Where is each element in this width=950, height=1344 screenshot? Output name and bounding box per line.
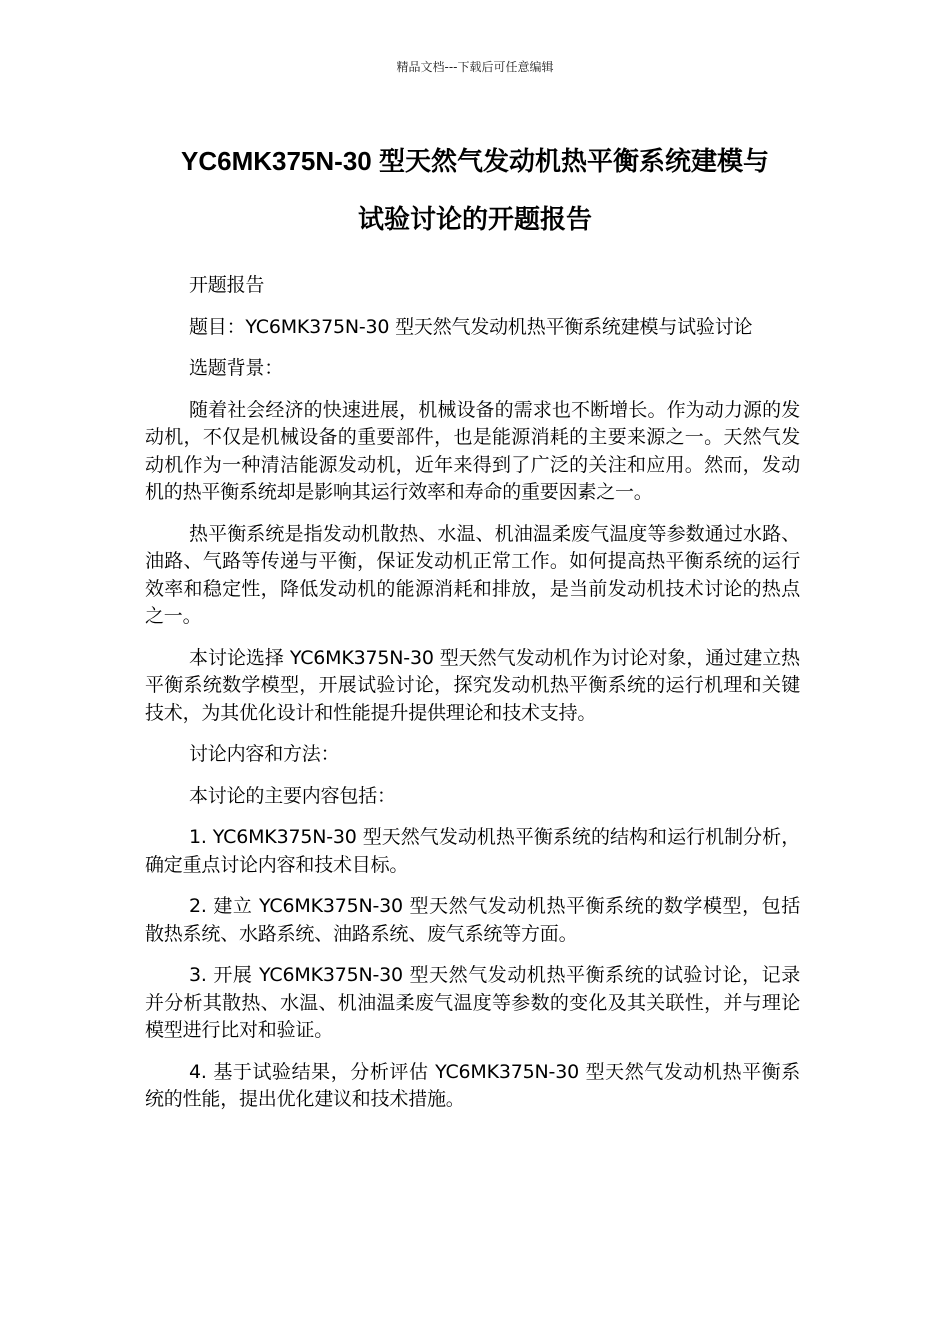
title-line-1: YC6MK375N-30 型天然气发动机热平衡系统建模与	[181, 146, 769, 176]
paragraph-report-label: 开题报告	[189, 274, 265, 296]
list-item-3: 3. 开展 YC6MK375N-30 型天然气发动机热平衡系统的试验讨论，记录并分析其散热、水温、机油温柔废气温度等参数的变化及其关联性，并与理论模型进行比对和验证。	[145, 964, 800, 1041]
paragraph-background-heading: 选题背景：	[189, 357, 284, 379]
paragraph-background-1: 随着社会经济的快速进展，机械设备的需求也不断增长。作为动力源的发动机，不仅是机械设备的重要部件，也是能源消耗的主要来源之一。天然气发动机作为一种清洁能源发动机，近年来得到了广泛的关注和应用。然而，发动机的热平衡系统却是影响其运行效率和寿命的重要因素之一。	[145, 398, 800, 503]
paragraph-methods-heading: 讨论内容和方法：	[189, 743, 340, 765]
list-item-1: 1. YC6MK375N-30 型天然气发动机热平衡系统的结构和运行机制分析，确定重点讨论内容和技术目标。	[145, 826, 800, 876]
document-body	[145, 272, 800, 1128]
paragraph-background-3: 本讨论选择 YC6MK375N-30 型天然气发动机作为讨论对象，通过建立热平衡系统数学模型，开展试验讨论，探究发动机热平衡系统的运行机理和关键技术，为其优化设计和性能提升提供理论和技术支持。	[145, 646, 800, 724]
paragraph-topic: 题目：YC6MK375N-30 型天然气发动机热平衡系统建模与试验讨论	[189, 315, 753, 338]
title-line-2: 试验讨论的开题报告	[357, 204, 592, 234]
paragraph-content-intro: 本讨论的主要内容包括：	[189, 784, 396, 807]
header-note: 精品文档---下载后可任意编辑	[396, 60, 554, 74]
list-item-2: 2. 建立 YC6MK375N-30 型天然气发动机热平衡系统的数学模型，包括散热系统、水路系统、油路系统、废气系统等方面。	[145, 895, 800, 945]
paragraph-background-2: 热平衡系统是指发动机散热、水温、机油温柔废气温度等参数通过水路、油路、气路等传递与平衡，保证发动机正常工作。如何提高热平衡系统的运行效率和稳定性，降低发动机的能源消耗和排放，是当前发动机技术讨论的热点之一。	[145, 522, 800, 627]
document-title	[120, 132, 830, 248]
list-item-4: 4. 基于试验结果，分析评估 YC6MK375N-30 型天然气发动机热平衡系统的性能，提出优化建议和技术措施。	[145, 1060, 800, 1110]
